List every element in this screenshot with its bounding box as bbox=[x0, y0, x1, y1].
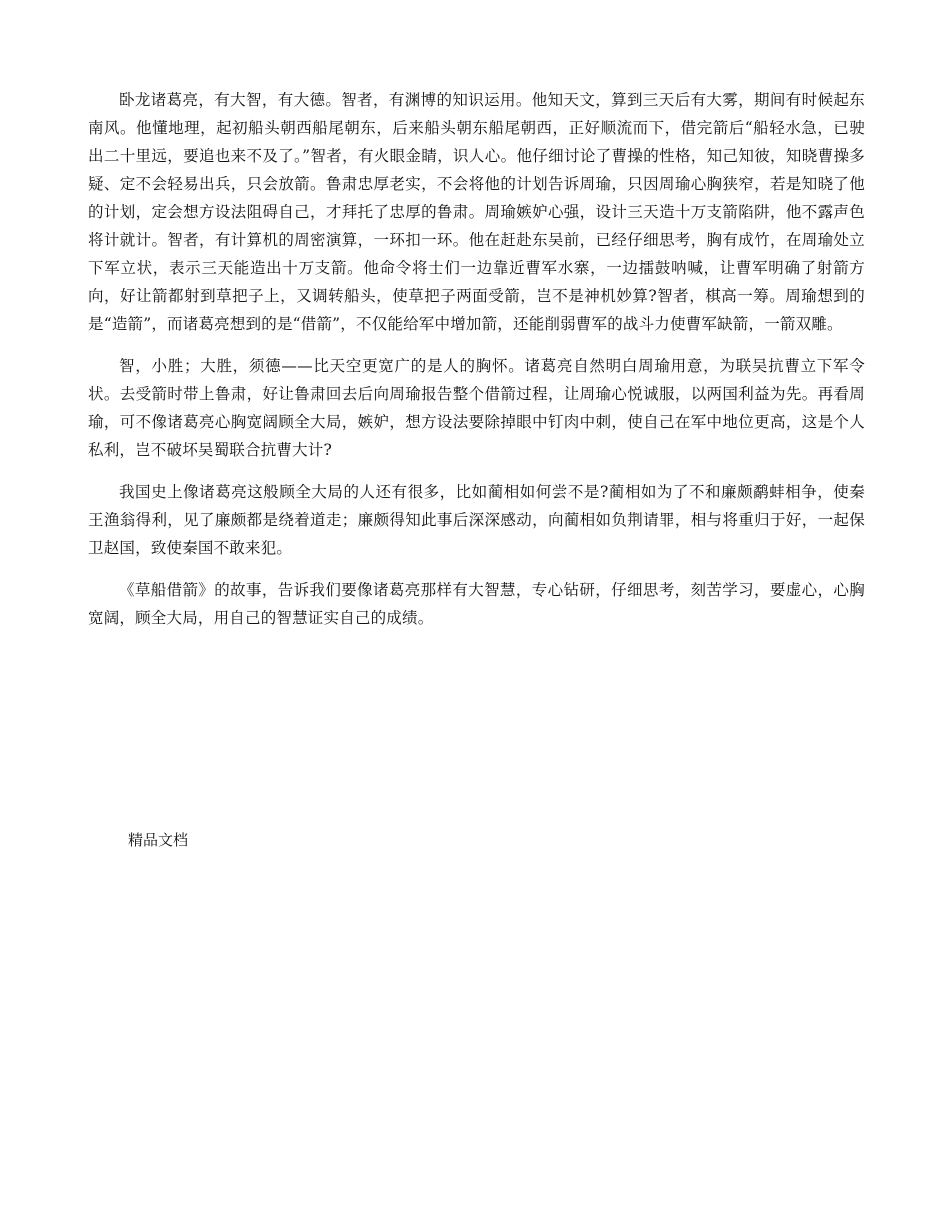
footer-label: 精品文档 bbox=[128, 831, 189, 849]
paragraph-4: 《草船借箭》的故事，告诉我们要像诸葛亮那样有大智慧，专心钻研，仔细思考，刻苦学习，要虚心，心胸宽阔，顾全大局，用自己的智慧证实自己的成绩。 bbox=[88, 581, 865, 627]
paragraph-1: 卧龙诸葛亮，有大智，有大德。智者，有渊博的知识运用。他知天文，算到三天后有大雾，期间有时候起东南风。他懂地理，起初船头朝西船尾朝东，后来船头朝东船尾朝西，正好顺流而下，借完箭后“船轻水急，已驶出二十里远，要追也来不及了。”智者，有火眼金睛，识人心。他仔细讨论了曹操的性格，知己知彼，知晓曹操多疑、定不会轻易出兵，只会放箭。鲁肃忠厚老实，不会将他的计划告诉周瑜，只因周瑜心胸狭窄，若是知晓了他的计划，定会想方设法阻碍自己，才拜托了忠厚的鲁肃。周瑜嫉妒心强，设计三天造十万支箭陷阱，他不露声色将计就计。智者，有计算机的周密演算，一环扣一环。他在赶赴东吴前，已经仔细思考，胸有成竹，在周瑜处立下军立状，表示三天能造出十万支箭。他命令将士们一边靠近曹军水寨，一边擂鼓呐喊，让曹军明确了射箭方向，好让箭都射到草把子上，又调转船头，使草把子两面受箭，岂不是神机妙算?智者，棋高一筹。周瑜想到的是“造箭”，而诸葛亮想到的是“借箭”，不仅能给军中增加箭，还能削弱曹军的战斗力使曹军缺箭，一箭双雕。 bbox=[88, 91, 865, 333]
paragraph-2: 智，小胜；大胜，须德——比天空更宽广的是人的胸怀。诸葛亮自然明白周瑜用意，为联吴抗曹立下军令状。去受箭时带上鲁肃，好让鲁肃回去后向周瑜报告整个借箭过程，让周瑜心悦诚服，以两国利益为先。再看周瑜，可不像诸葛亮心胸宽阔顾全大局，嫉妒，想方设法要除掉眼中钉肉中刺，使自己在军中地位更高，这是个人私利，岂不破坏吴蜀联合抗曹大计? bbox=[88, 357, 865, 459]
paragraph-3: 我国史上像诸葛亮这般顾全大局的人还有很多，比如蔺相如何尝不是?蔺相如为了不和廉颇鹬蚌相争，使秦王渔翁得利，见了廉颇都是绕着道走；廉颇得知此事后深深感动，向蔺相如负荆请罪，相与将重归于好，一起保卫赵国，致使秦国不敢来犯。 bbox=[88, 483, 865, 557]
document-body bbox=[88, 86, 865, 632]
